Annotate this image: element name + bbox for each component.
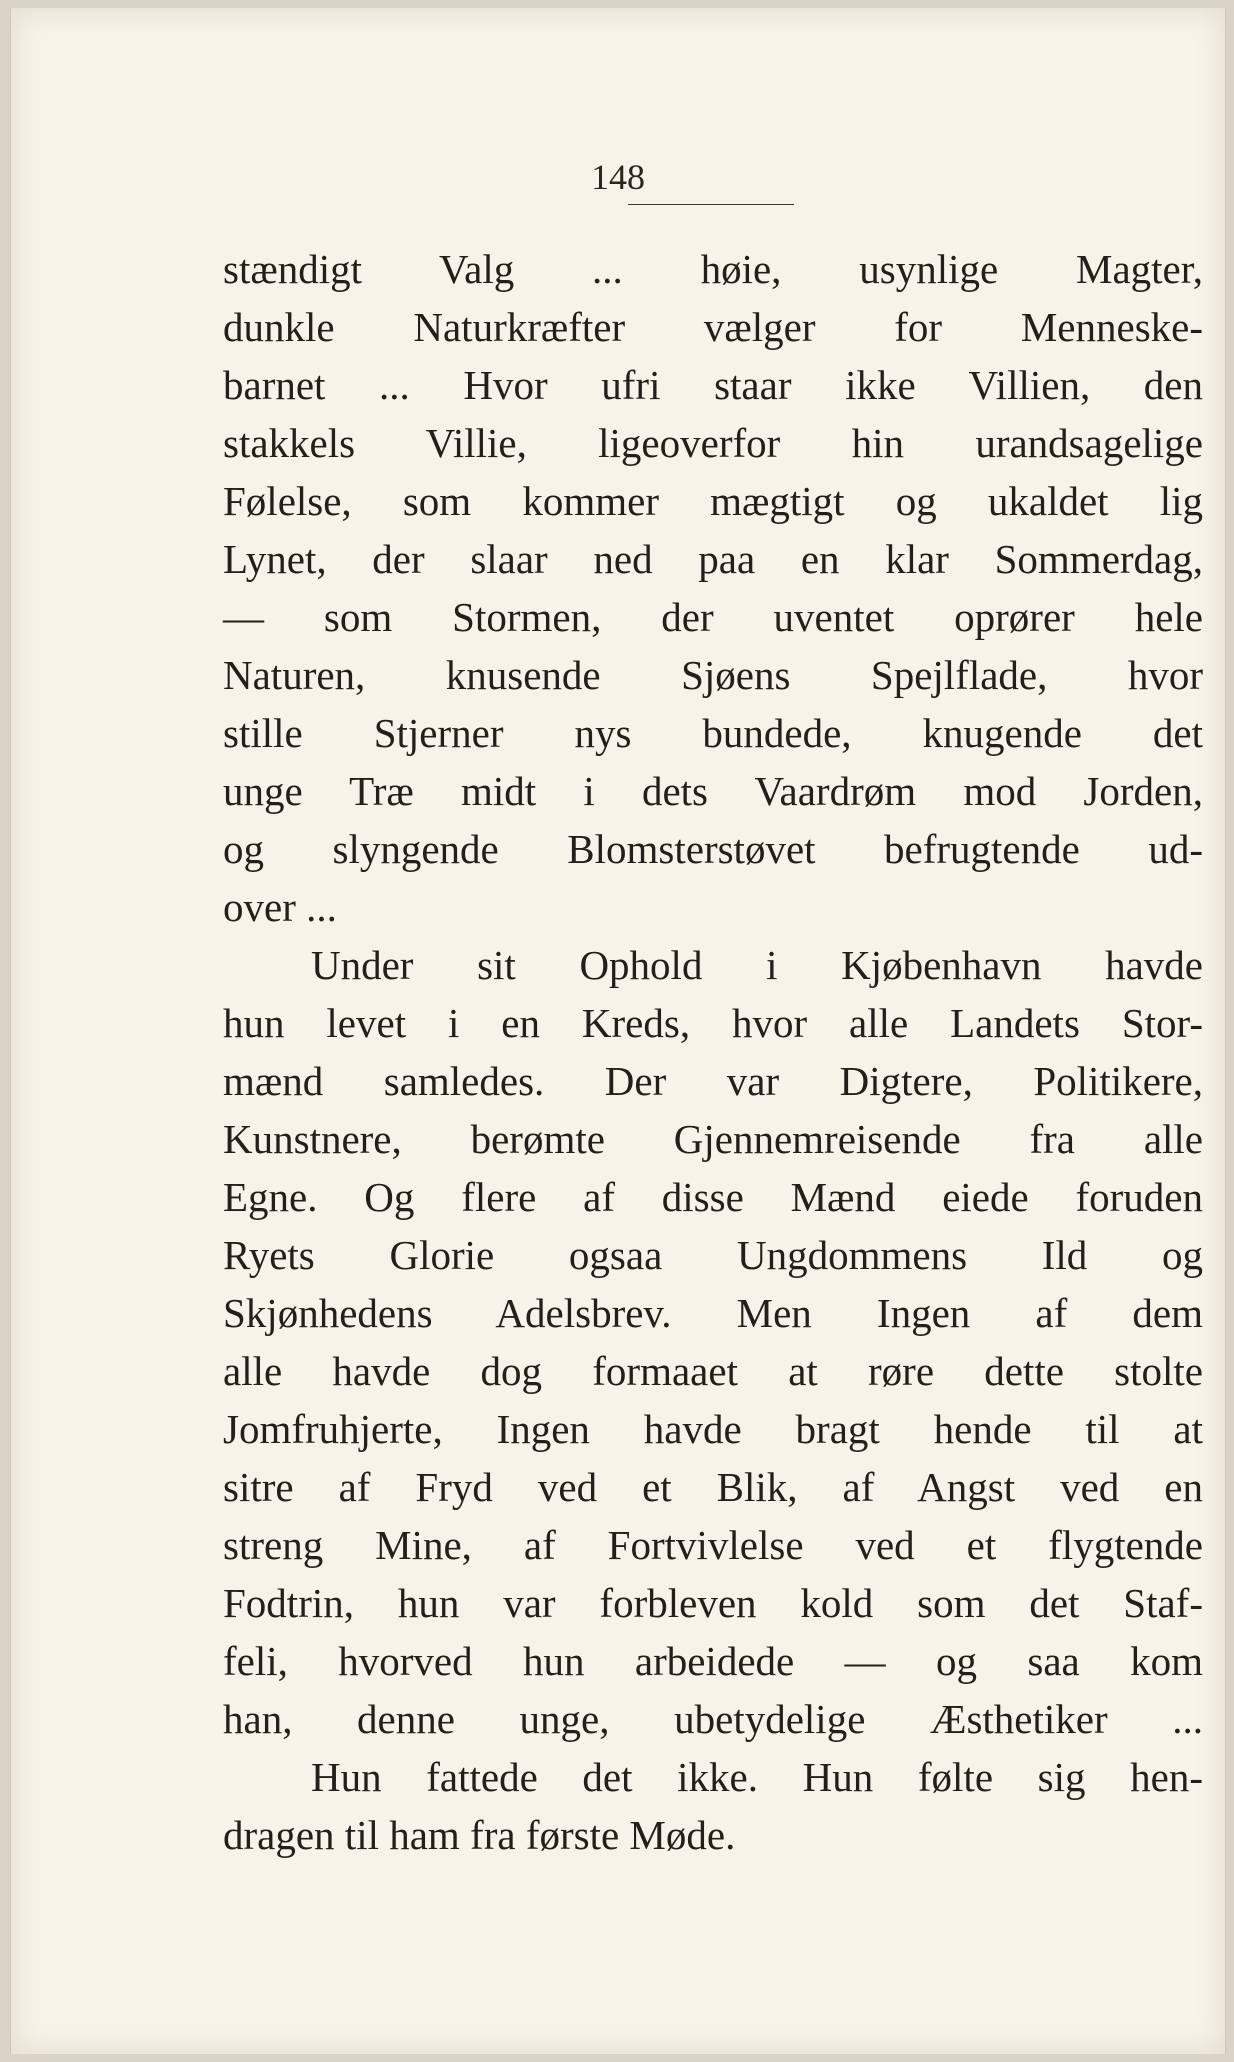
text-line: Følelse, som kommer mægtigt og ukaldet lig <box>223 478 1203 524</box>
text-line: barnet ... Hvor ufri staar ikke Villien, den <box>223 362 1203 408</box>
body-text <box>223 240 1203 1864</box>
text-line: Ryets Glorie ogsaa Ungdommens Ild og <box>223 1232 1203 1278</box>
paragraph <box>223 936 1203 1748</box>
text-line: og slyngende Blomsterstøvet befrugtende ud- <box>223 826 1203 872</box>
paragraph <box>223 1748 1203 1864</box>
page-number: 148 <box>591 157 645 197</box>
text-line: han, denne unge, ubetydelige Æsthetiker ... <box>223 1696 1203 1742</box>
text-line: sitre af Fryd ved et Blik, af Angst ved en <box>223 1464 1203 1510</box>
text-line: dragen til ham fra første Møde. <box>223 1812 736 1858</box>
book-page <box>10 8 1226 2054</box>
text-line: unge Træ midt i dets Vaardrøm mod Jorden, <box>223 768 1203 814</box>
text-line: feli, hvorved hun arbeidede — og saa kom <box>223 1638 1203 1684</box>
text-line: Lynet, der slaar ned paa en klar Sommerdag, <box>223 536 1203 582</box>
page-number-rule <box>628 204 794 205</box>
text-line: Fodtrin, hun var forbleven kold som det Staf- <box>223 1580 1203 1626</box>
text-line: dunkle Naturkræfter vælger for Menneske- <box>223 304 1203 350</box>
text-line: Kunstnere, berømte Gjennemreisende fra alle <box>223 1116 1203 1162</box>
text-line: Hun fattede det ikke. Hun følte sig hen- <box>311 1754 1203 1800</box>
text-line: — som Stormen, der uventet oprører hele <box>223 594 1203 640</box>
text-line: alle havde dog formaaet at røre dette stolte <box>223 1348 1203 1394</box>
text-line: hun levet i en Kreds, hvor alle Landets Stor- <box>223 1000 1203 1046</box>
text-line: stændigt Valg ... høie, usynlige Magter, <box>223 246 1203 292</box>
text-line: Egne. Og flere af disse Mænd eiede foruden <box>223 1174 1203 1220</box>
text-line: stille Stjerner nys bundede, knugende det <box>223 710 1203 756</box>
text-line: Naturen, knusende Sjøens Spejlflade, hvor <box>223 652 1203 698</box>
text-line: mænd samledes. Der var Digtere, Politikere, <box>223 1058 1203 1104</box>
text-line: Jomfruhjerte, Ingen havde bragt hende til at <box>223 1406 1203 1452</box>
text-line: over ... <box>223 884 337 930</box>
text-line: Under sit Ophold i Kjøbenhavn havde <box>311 942 1203 988</box>
text-line: streng Mine, af Fortvivlelse ved et flygtende <box>223 1522 1203 1568</box>
paragraph <box>223 240 1203 936</box>
text-line: stakkels Villie, ligeoverfor hin urandsagelige <box>223 420 1203 466</box>
text-line: Skjønhedens Adelsbrev. Men Ingen af dem <box>223 1290 1203 1336</box>
